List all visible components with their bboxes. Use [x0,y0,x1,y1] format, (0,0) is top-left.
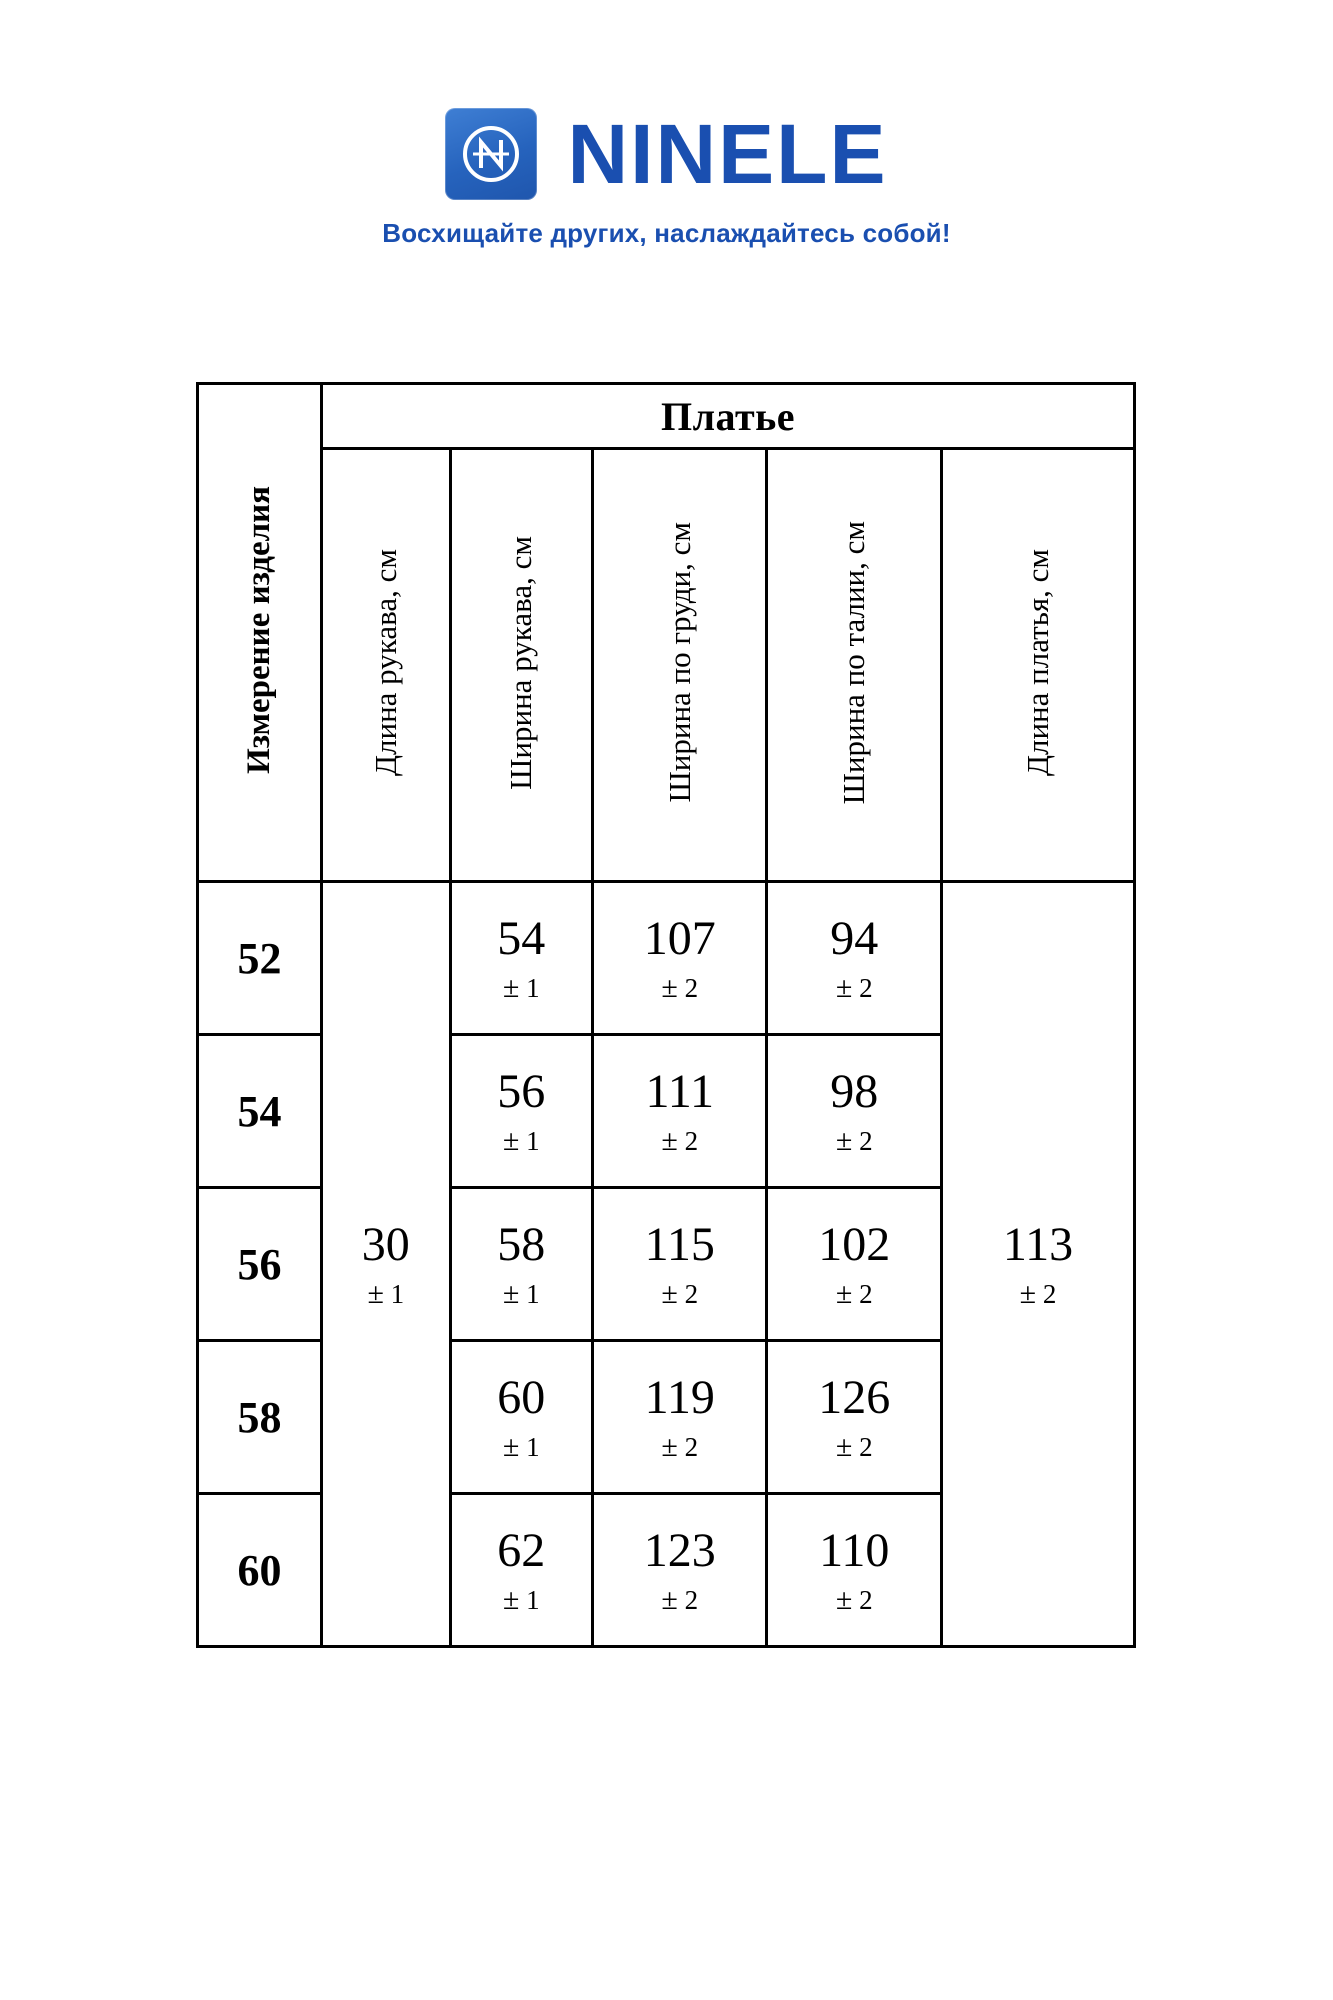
plus-minus-icon: ± [661,1430,678,1463]
dress-length-value: 113 [1002,1218,1074,1271]
sleeve-length-value: 30 [361,1218,410,1271]
plus-minus-icon: ± [502,1124,520,1157]
brand-name: NINELE [567,107,888,201]
sleeve-width-tolerance [452,963,591,1007]
waist-width-tolerance [768,1422,940,1466]
dress-length-tolerance [943,1269,1133,1313]
plus-minus-icon: ± [661,971,678,1004]
waist-width-tolerance [768,1575,940,1619]
chest-width-tolerance-value: 2 [684,1585,699,1615]
plus-minus-icon: ± [502,1430,520,1463]
size-label: 60 [198,1494,322,1647]
plus-minus-icon: ± [661,1124,678,1157]
chest-width-tolerance-value: 2 [684,1432,699,1462]
table-row [198,882,1135,1035]
waist-width-tolerance [768,963,940,1007]
size-label: 52 [198,882,322,1035]
cell-chest-width [592,1494,767,1647]
waist-width-value: 126 [818,1371,891,1424]
sleeve-width-tolerance-value: 1 [526,1585,540,1615]
sleeve-width-tolerance-value: 1 [526,1279,540,1309]
column-header-waist-width-label: Ширина по талии, см [836,520,872,805]
cell-sleeve-length [322,882,451,1647]
waist-width-value: 102 [818,1218,891,1271]
chest-width-tolerance-value: 2 [684,1126,699,1156]
waist-width-tolerance-value: 2 [859,973,873,1003]
sleeve-width-tolerance-value: 1 [526,1126,540,1156]
plus-minus-icon: ± [367,1277,384,1310]
plus-minus-icon: ± [502,971,520,1004]
brand-tagline: Восхищайте других, наслаждайтесь собой! [382,218,951,248]
sleeve-width-tolerance-value: 1 [526,1432,540,1462]
plus-minus-icon: ± [661,1277,678,1310]
waist-width-tolerance-value: 2 [859,1279,873,1309]
chest-width-value: 111 [645,1065,714,1118]
chest-width-tolerance [594,963,766,1007]
cell-chest-width [592,882,767,1035]
column-header-sleeve-width [450,449,592,882]
column-header-sleeve-length [322,449,451,882]
column-header-sleeve-width-label: Ширина рукава, см [503,535,539,790]
cell-waist-width [767,1035,942,1188]
chest-width-value: 107 [643,912,716,965]
plus-minus-icon: ± [502,1583,520,1616]
cell-sleeve-width [450,1188,592,1341]
cell-waist-width [767,1494,942,1647]
cell-sleeve-width [450,1035,592,1188]
cell-waist-width [767,1188,942,1341]
cell-sleeve-width [450,882,592,1035]
cell-sleeve-width [450,1341,592,1494]
plus-minus-icon: ± [661,1583,678,1616]
plus-minus-icon: ± [502,1277,520,1310]
sleeve-width-value: 60 [497,1371,546,1424]
cell-chest-width [592,1341,767,1494]
column-header-chest-width-label: Ширина по груди, см [661,522,697,803]
size-chart [196,382,1136,1648]
waist-width-tolerance-value: 2 [859,1432,873,1462]
waist-width-tolerance [768,1269,940,1313]
sleeve-width-value: 62 [497,1524,546,1577]
size-label: 58 [198,1341,322,1494]
column-header-dress-length [942,449,1135,882]
waist-width-tolerance [768,1116,940,1160]
size-label: 56 [198,1188,322,1341]
brand-row [445,108,887,200]
sleeve-width-tolerance [452,1116,591,1160]
chest-width-tolerance [594,1269,766,1313]
size-table [196,382,1136,1648]
plus-minus-icon: ± [835,1124,853,1157]
row-header-measurement [198,384,322,882]
sleeve-width-tolerance [452,1269,591,1313]
sleeve-width-value: 58 [497,1218,546,1271]
sleeve-width-tolerance [452,1422,591,1466]
waist-width-value: 110 [819,1524,890,1577]
row-header-measurement-label: Измерение изделия [240,486,277,774]
chest-width-value: 119 [644,1371,715,1424]
waist-width-value: 98 [830,1065,879,1118]
plus-minus-icon: ± [835,1430,853,1463]
chest-width-tolerance [594,1422,766,1466]
column-header-chest-width [592,449,767,882]
sleeve-width-value: 54 [497,912,546,965]
cell-chest-width [592,1035,767,1188]
column-header-sleeve-length-label: Длина рукава, см [367,548,403,777]
plus-minus-icon: ± [835,971,853,1004]
column-header-waist-width [767,449,942,882]
sleeve-width-tolerance-value: 1 [526,973,540,1003]
sleeve-width-tolerance [452,1575,591,1619]
sleeve-length-tolerance [323,1269,449,1313]
chest-width-tolerance-value: 2 [684,1279,699,1309]
brand-header [0,108,1333,249]
ninele-monogram-icon [445,108,537,200]
chest-width-value: 115 [644,1218,715,1271]
chest-width-value: 123 [643,1524,716,1577]
chest-width-tolerance-value: 2 [684,973,699,1003]
sleeve-width-value: 56 [497,1065,546,1118]
cell-waist-width [767,882,942,1035]
chest-width-tolerance [594,1116,766,1160]
waist-width-tolerance-value: 2 [859,1126,873,1156]
cell-chest-width [592,1188,767,1341]
waist-width-value: 94 [830,912,879,965]
table-title-row [198,384,1135,449]
plus-minus-icon: ± [1019,1277,1037,1310]
chest-width-tolerance [594,1575,766,1619]
table-header-row [198,449,1135,882]
cell-dress-length [942,882,1135,1647]
plus-minus-icon: ± [835,1583,853,1616]
table-title: Платье [322,384,1135,449]
plus-minus-icon: ± [835,1277,853,1310]
column-header-dress-length-label: Длина платья, см [1020,548,1056,777]
waist-width-tolerance-value: 2 [859,1585,873,1615]
size-label: 54 [198,1035,322,1188]
cell-sleeve-width [450,1494,592,1647]
sleeve-length-tolerance-value: 1 [390,1279,405,1309]
dress-length-tolerance-value: 2 [1042,1279,1057,1309]
cell-waist-width [767,1341,942,1494]
